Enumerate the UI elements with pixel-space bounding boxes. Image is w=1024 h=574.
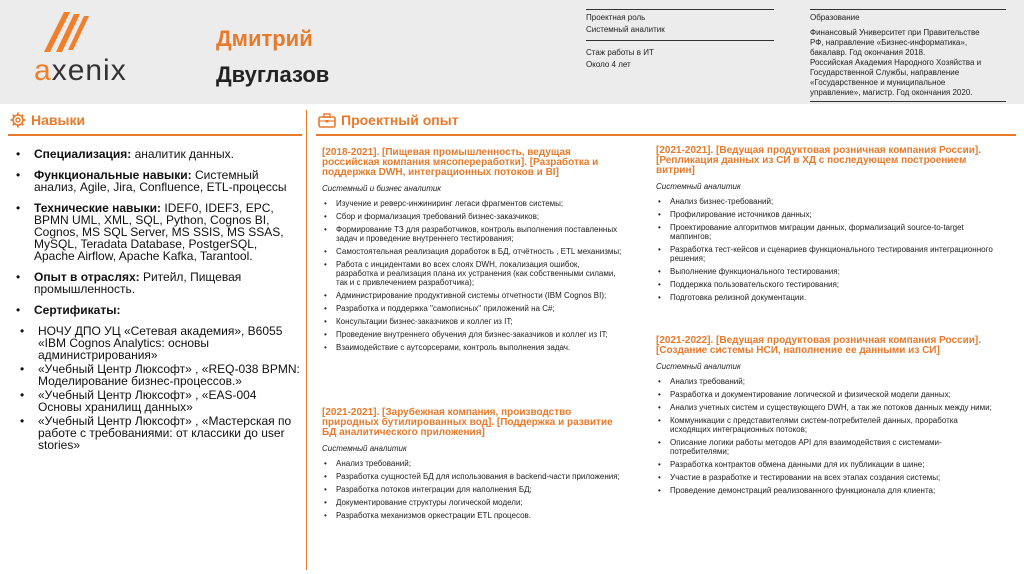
list-item: • Проектирование алгоритмов миграции данных, формализаций source-to-target маппингов;: [656, 223, 998, 241]
project-tasks: [656, 377, 998, 495]
project-role: Системный аналитик: [656, 182, 741, 191]
list-item: • Анализ бизнес-требований;: [656, 197, 998, 206]
list-item: • Консультации бизнес-заказчиков и коллег из IT;: [322, 317, 622, 326]
experience-label: Стаж работы в ИТ: [586, 48, 654, 57]
project-role: Системный аналитик: [322, 444, 407, 453]
projects-underline: [316, 134, 1016, 136]
logo-text: axenix: [34, 54, 127, 87]
list-item: • Изучение и реверс-инжиниринг легаси фрагментов системы;: [322, 199, 622, 208]
list-item: • Взаимодействие с аутсорсерами, контроль выполнения задач.: [322, 343, 622, 352]
list-item: • Анализ требований;: [322, 459, 622, 468]
list-item: • Проведение демонстраций реализованного функционала для клиента;: [656, 486, 998, 495]
first-name: Дмитрий: [216, 26, 313, 51]
skill-specialization: • Специализация: аналитик данных.: [14, 148, 300, 160]
role-value: Системный аналитик: [586, 25, 665, 34]
bottom-rule-right: [810, 101, 1006, 102]
top-rule-left: [586, 9, 774, 10]
list-item: • Выполнение функционального тестирования;: [656, 267, 998, 276]
education-label: Образование: [810, 13, 860, 22]
list-item: • Работа с инцидентами во всех слоях DWH, локализация ошибок, разработка и реализация плана их устранения (как собственными силами, так и с привлечением разработчика);: [322, 260, 622, 287]
list-item: • Подготовка релизной документации.: [656, 293, 998, 302]
header-band: [0, 0, 1024, 104]
mid-rule-left: [586, 40, 774, 41]
projects-heading: [318, 112, 459, 128]
list-item: • Коммуникации с представителями систем-потребителей данных, проработка исходящих интеграционных потоков;: [656, 416, 998, 434]
project-title: [2021-2021]. [Ведущая продуктовая розничная компания России]. [Репликация данных из СИ в ХД с последующем построением витрин]: [656, 145, 981, 176]
project-title: [2018-2021]. [Пищевая промышленность, ведущая российская компания мясопереработки]. [Разработка и поддержка DWH, интеграционных потоков и BI]: [322, 147, 599, 178]
skills-underline: [8, 134, 302, 136]
project-tasks: [322, 459, 622, 520]
list-item: • Документирование структуры логической модели;: [322, 498, 622, 507]
education-text: Финансовый Университет при Правительстве РФ, направление «Бизнес-информатика», бакалавр. Год окончания 2018. Российская Академия Народного Хозяйства и Государственной Службы, направление «Государственное и муниципальное управление», магистр. Год окончания 2020.: [810, 28, 982, 97]
project-tasks: [656, 197, 998, 302]
list-item: • Профилирование источников данных;: [656, 210, 998, 219]
list-item: • Проведение внутреннего обучения для бизнес-заказчиков и коллег из IT;: [322, 330, 622, 339]
list-item: • Описание логики работы методов API для взаимодействия с системами-потребителями;: [656, 438, 998, 456]
list-item: • Поддержка пользовательского тестирования;: [656, 280, 998, 289]
list-item: • Разработка механизмов оркестрации ETL процесов.: [322, 511, 622, 520]
skill-certificates: • Сертификаты:: [14, 304, 300, 316]
project-3: [656, 146, 998, 306]
column-divider: [306, 110, 307, 570]
project-title: [2021-2022]. [Ведущая продуктовая розничная компания России]. [Создание системы НСИ, наполнение ее данными из СИ]: [656, 335, 981, 356]
project-1: [322, 148, 622, 356]
list-item: • Анализ требований;: [656, 377, 998, 386]
role-label: Проектная роль: [586, 13, 646, 22]
project-2: [322, 408, 622, 524]
skills-list: [14, 148, 300, 453]
skills-heading: [10, 112, 85, 128]
project-title: [2021-2021]. [Зарубежная компания, производство природных бутилированных вод]. [Поддержка и развитие БД аналитического приложения]: [322, 407, 613, 438]
logo-stripes-icon: [42, 12, 102, 56]
axenix-logo: [34, 12, 164, 88]
certificate-item: • «Учебный Центр Люксофт» , «EAS-004 Основы хранилищ данных»: [14, 389, 300, 413]
list-item: • Разработка контрактов обмена данными для их публикации в шине;: [656, 460, 998, 469]
experience-value: Около 4 лет: [586, 60, 631, 69]
certificate-item: • «Учебный Центр Люксофт» , «REQ-038 BPMN: Моделирование бизнес-процессов.»: [14, 363, 300, 387]
skill-functional: • Функциональные навыки: Системный анализ, Agile, Jira, Confluence, ETL-процессы: [14, 169, 300, 193]
list-item: • Разработка и документирование логической и физической модели данных;: [656, 390, 998, 399]
skill-industries: • Опыт в отраслях: Ритейл, Пищевая промышленность.: [14, 271, 300, 295]
skills-title: Навыки: [31, 112, 86, 128]
last-name: Двуглазов: [216, 62, 330, 87]
skill-technical: • Технические навыки: IDEF0, IDEF3, EPC, BPMN UML, XML, SQL, Python, Cognos BI, Cognos, MS SQL Server, MS SSIS, MS SSAS, MySQL, Teradata Database, PostgerSQL, Apache Airflow, Apache Kafka, Tarantool.: [14, 202, 300, 262]
list-item: • Разработка и поддержка "самописных" приложений на C#;: [322, 304, 622, 313]
project-4: [656, 336, 998, 499]
gear-icon: [10, 112, 26, 128]
list-item: • Участие в разработке и тестировании на всех этапах создания системы;: [656, 473, 998, 482]
projects-title: Проектный опыт: [341, 112, 459, 128]
list-item: • Формирование ТЗ для разработчиков, контроль выполнения поставленных задач и проведение внутреннего тестирования;: [322, 225, 622, 243]
list-item: • Администрирование продуктивной системы отчетности (IBM Cognos BI);: [322, 291, 622, 300]
project-role: Системный аналитик: [656, 362, 741, 371]
list-item: • Самостоятельная реализация доработок в БД, отчётность , ETL механизмы;: [322, 247, 622, 256]
certificates-list: [14, 325, 300, 451]
certificate-item: • НОЧУ ДПО УЦ «Сетевая академия», B6055 «IBM Cognos Analytics: основы администрирования»: [14, 325, 300, 361]
list-item: • Разработка сущностей БД для использования в backend-части приложения;: [322, 472, 622, 481]
list-item: • Сбор и формализация требований бизнес-заказчиков;: [322, 212, 622, 221]
list-item: • Анализ учетных систем и существующего DWH, а так же потоков данных между ними;: [656, 403, 998, 412]
project-role: Системный и бизнес аналитик: [322, 184, 442, 193]
project-tasks: [322, 199, 622, 352]
top-rule-right: [810, 9, 1006, 10]
briefcase-icon: [318, 113, 336, 128]
list-item: • Разработка потоков интеграции для наполнения БД;: [322, 485, 622, 494]
list-item: • Разработка тест-кейсов и сценариев функционального тестирования интеграционного решения;: [656, 245, 998, 263]
certificate-item: • «Учебный Центр Люксофт» , «Мастерская по работе с требованиями: от классики до user stories»: [14, 415, 300, 451]
